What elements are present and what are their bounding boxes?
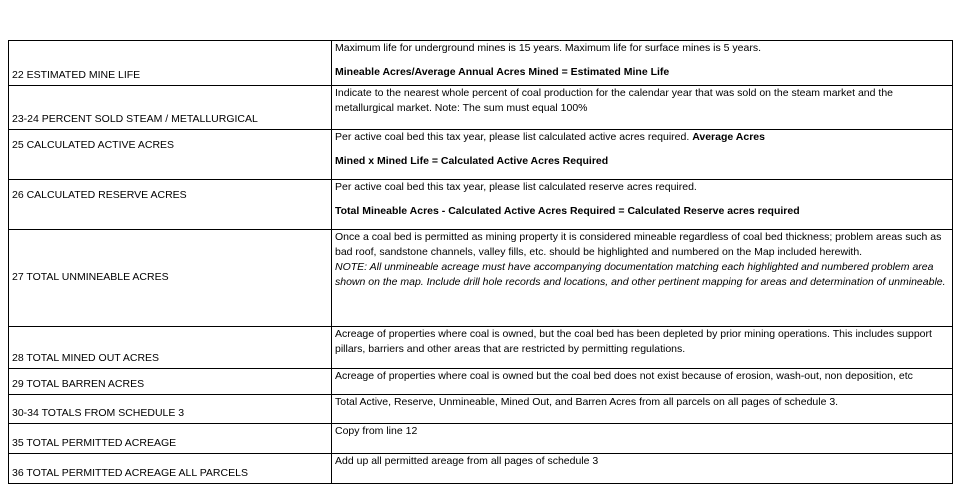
table-row	[9, 424, 953, 454]
row-description	[332, 424, 953, 454]
description-text: Maximum life for underground mines is 15 years. Maximum life for surface mines is 5 years.	[335, 42, 761, 54]
row-description	[332, 130, 953, 180]
row-label: 35 TOTAL PERMITTED ACREAGE	[9, 424, 332, 454]
formula-text: Mined x Mined Life = Calculated Active Acres Required	[335, 155, 609, 167]
row-label-text: 27 TOTAL UNMINEABLE ACRES	[12, 270, 169, 283]
description-text: Once a coal bed is permitted as mining property it is considered mineable regardless of coal bed thickness; problem areas such as bad roof, sandstone channels, valley fills, etc. should be highlighted and numbered on the Map included herewith.	[335, 231, 942, 258]
row-label: 28 TOTAL MINED OUT ACRES	[9, 327, 332, 369]
description-text: Total Active, Reserve, Unmineable, Mined Out, and Barren Acres from all parcels on all pages of schedule 3.	[335, 396, 839, 408]
table-row	[9, 327, 953, 369]
description-text: Add up all permitted areage from all pages of schedule 3	[335, 455, 599, 467]
row-label	[9, 180, 332, 230]
description-text-plain: Per active coal bed this tax year, please list calculated active acres required.	[335, 131, 693, 143]
row-description	[332, 327, 953, 369]
table-row	[9, 130, 953, 180]
description-text-bold: Average Acres	[692, 131, 765, 143]
table-row	[9, 41, 953, 86]
description-text: Per active coal bed this tax year, please list calculated reserve acres required.	[335, 181, 697, 193]
note-text: NOTE: All unmineable acreage must have accompanying documentation matching each highlighted and numbered problem area shown on the map. Include drill hole records and locations, and other pertinent mapping for areas and determination of unmineable.	[335, 261, 946, 288]
row-label	[9, 130, 332, 180]
row-description	[332, 369, 953, 395]
formula-text: Mineable Acres/Average Annual Acres Mined = Estimated Mine Life	[335, 66, 670, 78]
row-label: 22 ESTIMATED MINE LIFE	[9, 41, 332, 86]
table-row	[9, 395, 953, 424]
row-label	[9, 230, 332, 327]
row-label: 23-24 PERCENT SOLD STEAM / METALLURGICAL	[9, 86, 332, 130]
description-text: Indicate to the nearest whole percent of coal production for the calendar year that was sold on the steam market and the metallurgical market. Note: The sum must equal 100%	[335, 87, 893, 114]
table-row	[9, 369, 953, 395]
description-text: Acreage of properties where coal is owned but the coal bed does not exist because of erosion, wash-out, non deposition, etc	[335, 370, 913, 382]
row-label: 30-34 TOTALS FROM SCHEDULE 3	[9, 395, 332, 424]
table-row	[9, 454, 953, 484]
row-description	[332, 454, 953, 484]
formula-text: Total Mineable Acres - Calculated Active Acres Required = Calculated Reserve acres required	[335, 205, 800, 217]
instructions-table	[8, 40, 953, 484]
row-description	[332, 86, 953, 130]
row-description	[332, 230, 953, 327]
description-text	[335, 130, 949, 145]
row-description	[332, 180, 953, 230]
row-description	[332, 41, 953, 86]
description-text: Copy from line 12	[335, 425, 418, 437]
row-label-text: 26 CALCULATED RESERVE ACRES	[12, 189, 187, 201]
row-label: 36 TOTAL PERMITTED ACREAGE ALL PARCELS	[9, 454, 332, 484]
table-row	[9, 86, 953, 130]
table-row	[9, 180, 953, 230]
description-text: Acreage of properties where coal is owned, but the coal bed has been depleted by prior mining operations. This includes support pillars, barriers and other areas that are restricted by permitting regulations.	[335, 328, 932, 355]
row-label: 29 TOTAL BARREN ACRES	[9, 369, 332, 395]
row-label-text: 25 CALCULATED ACTIVE ACRES	[12, 139, 175, 151]
row-description	[332, 395, 953, 424]
table-row	[9, 230, 953, 327]
